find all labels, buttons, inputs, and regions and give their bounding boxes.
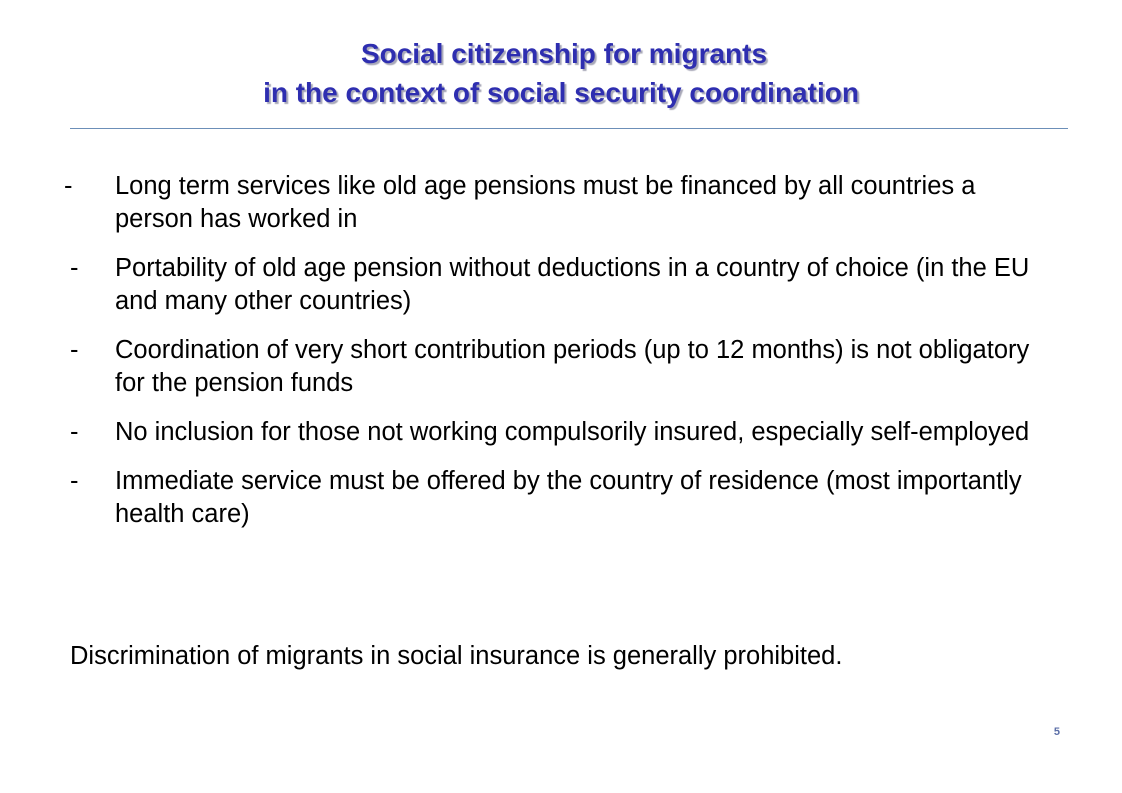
bullet-marker: -	[70, 336, 79, 364]
bullet-item	[70, 334, 1060, 400]
title-divider	[70, 128, 1068, 129]
title-line-1: Social citizenship for migrants	[360, 38, 768, 69]
bullet-text: Long term services like old age pensions must be financed by all countries a person has worked in	[115, 172, 976, 233]
bullet-text: Portability of old age pension without deductions in a country of choice (in the EU and many other countries)	[115, 254, 1030, 315]
bullet-text: Coordination of very short contribution periods (up to 12 months) is not obligatory for the pension funds	[115, 336, 1030, 397]
bullet-item	[70, 416, 1060, 449]
bullet-item	[70, 252, 1060, 318]
bullet-marker: -	[70, 418, 79, 446]
bullet-item	[70, 465, 1060, 531]
bullet-list	[64, 170, 1060, 547]
title-line-2: in the context of social security coordination	[263, 77, 859, 108]
closing-statement: Discrimination of migrants in social insurance is generally prohibited.	[70, 642, 843, 670]
slide-title	[0, 34, 1122, 112]
page-number: 5	[1053, 726, 1060, 738]
bullet-marker: -	[70, 254, 79, 282]
bullet-marker: -	[64, 172, 73, 200]
bullet-marker: -	[70, 467, 79, 495]
bullet-item	[64, 170, 1060, 236]
bullet-text: Immediate service must be offered by the country of residence (most importantly health care)	[115, 467, 1022, 528]
bullet-text: No inclusion for those not working compulsorily insured, especially self-employed	[115, 418, 1030, 446]
